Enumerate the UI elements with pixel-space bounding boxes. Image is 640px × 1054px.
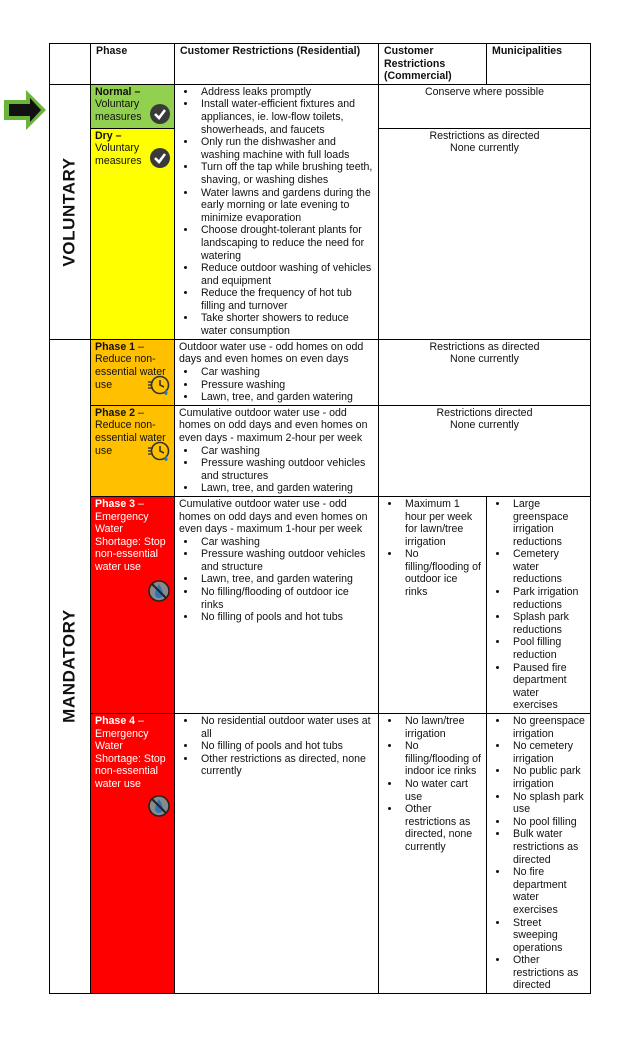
list-item: • No splash park use xyxy=(509,791,586,816)
phase1-cm-line2: None currently xyxy=(450,353,519,366)
list-item: • Choose drought-tolerant plants for landscaping to reduce the need for watering xyxy=(197,224,374,262)
no-water-icon xyxy=(147,579,171,603)
phase3-residential xyxy=(175,496,379,713)
list-item: • Water lawns and gardens during the early morning or late evening to minimize evaporation xyxy=(197,187,374,225)
phase4-residential xyxy=(175,714,379,994)
phase1-list xyxy=(179,366,374,404)
list-item: • No public park irrigation xyxy=(509,765,586,790)
list-item: • Car washing xyxy=(197,366,374,379)
phase-dry xyxy=(91,128,175,339)
phase4-municipal-list xyxy=(491,715,586,992)
list-item: • No greenspace irrigation xyxy=(509,715,586,740)
voluntary-residential-cell xyxy=(175,84,379,339)
dry-cm-line2: None currently xyxy=(450,142,519,155)
phase-1 xyxy=(91,339,175,405)
list-item: • Only run the dishwasher and washing machine with full loads xyxy=(197,136,374,161)
list-item: • No filling of pools and hot tubs xyxy=(197,611,374,624)
list-item: • Other restrictions as directed xyxy=(509,954,586,992)
phase2-cm-line1: Restrictions directed xyxy=(436,406,533,419)
phase1-intro: Outdoor water use - odd homes on odd days and even homes on even days xyxy=(179,340,364,366)
list-item: • Cemetery water reductions xyxy=(509,548,586,586)
phase3-commercial-list xyxy=(383,498,482,599)
header-phase: Phase xyxy=(91,44,175,85)
phase-normal-name: Normal – xyxy=(95,85,141,98)
dry-cm-line1: Restrictions as directed xyxy=(429,129,540,142)
phase2-list xyxy=(179,445,374,495)
dry-commercial-municipal xyxy=(379,128,591,339)
phase2-row xyxy=(50,405,591,496)
phase2-residential xyxy=(175,405,379,496)
list-item: • Address leaks promptly xyxy=(197,86,374,99)
list-item: • Pressure washing outdoor vehicles and structure xyxy=(197,548,374,573)
phase-normal-desc: Voluntary measures xyxy=(95,98,142,123)
list-item: • Paused fire department water exercises xyxy=(509,662,586,712)
normal-row xyxy=(50,84,591,128)
list-item: • Car washing xyxy=(197,536,374,549)
phase1-desc: – Reduce non-essential water use xyxy=(95,340,166,391)
header-commercial: Customer Restrictions (Commercial) xyxy=(379,44,487,85)
phase2-name: Phase 2 xyxy=(95,406,136,419)
list-item: • No pool filling xyxy=(509,816,586,829)
no-water-icon xyxy=(147,794,171,818)
current-phase-arrow-icon xyxy=(2,88,48,132)
list-item: • Other restrictions as directed, none currently xyxy=(401,803,482,853)
list-item: • Reduce the frequency of hot tub filling and turnover xyxy=(197,287,374,312)
phase3-municipal xyxy=(487,496,591,713)
phase4-row xyxy=(50,714,591,994)
phase4-commercial-list xyxy=(383,715,482,854)
list-item: • No residential outdoor water uses at all xyxy=(197,715,374,740)
list-item: • Reduce outdoor washing of vehicles and equipment xyxy=(197,262,374,287)
list-item: • Pressure washing outdoor vehicles and structures xyxy=(197,457,374,482)
header-residential: Customer Restrictions (Residential) xyxy=(175,44,379,85)
list-item: • No water cart use xyxy=(401,778,482,803)
phase4-commercial xyxy=(379,714,487,994)
list-item: • Pressure washing xyxy=(197,379,374,392)
timed-watering-icon xyxy=(147,374,171,398)
normal-commercial-municipal: Conserve where possible xyxy=(379,84,591,128)
list-item: • Street sweeping operations xyxy=(509,917,586,955)
list-item: • Lawn, tree, and garden watering xyxy=(197,482,374,495)
list-item: • Park irrigation reductions xyxy=(509,586,586,611)
list-item: • Other restrictions as directed, none currently xyxy=(197,753,374,778)
list-item: • Lawn, tree, and garden watering xyxy=(197,391,374,404)
voluntary-residential-list xyxy=(179,86,374,338)
list-item: • No filling/flooding of indoor ice rinks xyxy=(401,740,482,778)
phase1-row xyxy=(50,339,591,405)
phase3-name: Phase 3 xyxy=(95,497,136,510)
phase2-commercial-municipal xyxy=(379,405,591,496)
phase1-cm-line1: Restrictions as directed xyxy=(429,340,540,353)
phase2-desc: – Reduce non-essential water use xyxy=(95,406,166,457)
list-item: • No filling/flooding of outdoor ice rinks xyxy=(197,586,374,611)
mandatory-label: MANDATORY xyxy=(59,609,79,724)
phase4-municipal xyxy=(487,714,591,994)
category-mandatory xyxy=(50,339,91,993)
list-item: • Take shorter showers to reduce water consumption xyxy=(197,312,374,337)
phase1-commercial-municipal xyxy=(379,339,591,405)
phase-dry-desc: Voluntary measures xyxy=(95,142,142,167)
header-blank xyxy=(50,44,91,85)
phase-3 xyxy=(91,496,175,713)
phase3-list xyxy=(179,536,374,624)
list-item: • Large greenspace irrigation reductions xyxy=(509,498,586,548)
voluntary-label: VOLUNTARY xyxy=(59,157,79,267)
list-item: • Lawn, tree, and garden watering xyxy=(197,573,374,586)
list-item: • Splash park reductions xyxy=(509,611,586,636)
list-item: • No fire department water exercises xyxy=(509,866,586,916)
phase-4 xyxy=(91,714,175,994)
phase3-municipal-list xyxy=(491,498,586,712)
list-item: • Bulk water restrictions as directed xyxy=(509,828,586,866)
phase-dry-name: Dry – xyxy=(95,129,122,142)
checkmark-icon xyxy=(149,103,171,125)
phase3-commercial xyxy=(379,496,487,713)
list-item: • Maximum 1 hour per week for lawn/tree irrigation xyxy=(401,498,482,548)
water-restrictions-table xyxy=(49,43,591,994)
list-item: • Install water-efficient fixtures and appliances, ie. low-flow toilets, showerheads, and faucets xyxy=(197,98,374,136)
list-item: • No lawn/tree irrigation xyxy=(401,715,482,740)
phase3-intro: Cumulative outdoor water use - odd homes on odd days and even homes on even days - maximum 1-hour per week xyxy=(179,497,368,536)
header-row xyxy=(50,44,591,85)
phase2-cm-line2: None currently xyxy=(450,419,519,432)
list-item: • No filling of pools and hot tubs xyxy=(197,740,374,753)
phase1-residential xyxy=(175,339,379,405)
checkmark-icon xyxy=(149,147,171,169)
phase4-name: Phase 4 xyxy=(95,715,136,727)
list-item: • Car washing xyxy=(197,445,374,458)
list-item: • Pool filling reduction xyxy=(509,636,586,661)
list-item: • No cemetery irrigation xyxy=(509,740,586,765)
phase4-list xyxy=(179,715,374,778)
phase3-desc: – Emergency Water Shortage: Stop non-essential water use xyxy=(95,497,166,573)
phase1-name: Phase 1 xyxy=(95,340,136,353)
category-voluntary xyxy=(50,84,91,339)
list-item: • Turn off the tap while brushing teeth, shaving, or washing dishes xyxy=(197,161,374,186)
list-item: • No filling/flooding of outdoor ice rinks xyxy=(401,548,482,598)
phase2-intro: Cumulative outdoor water use - odd homes on odd days and even homes on even days - maximum 2-hour per week xyxy=(179,406,368,444)
header-municipalities: Municipalities xyxy=(487,44,591,85)
phase-normal xyxy=(91,84,175,128)
timed-watering-icon xyxy=(147,440,171,464)
phase-2 xyxy=(91,405,175,496)
phase3-row xyxy=(50,496,591,713)
phase4-desc: – Emergency Water Shortage: Stop non-essential water use xyxy=(95,715,166,790)
